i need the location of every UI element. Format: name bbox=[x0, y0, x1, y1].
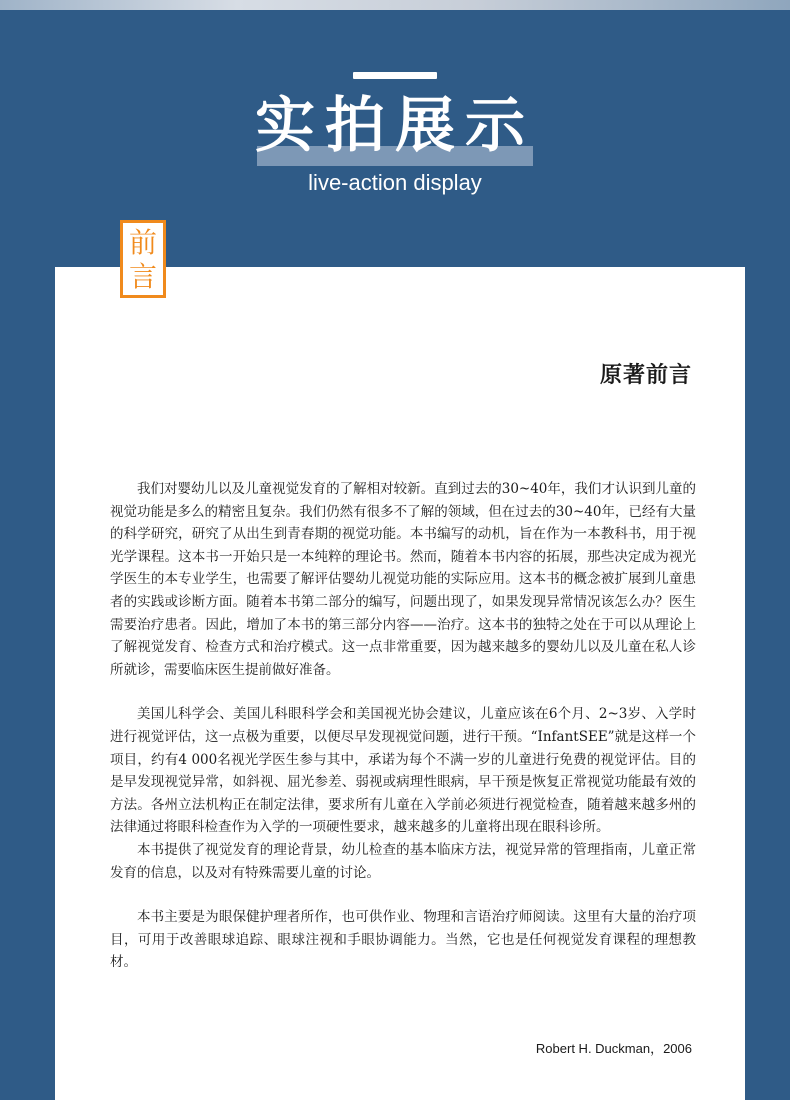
paragraph-gap bbox=[110, 884, 696, 906]
decorative-bar bbox=[353, 72, 437, 79]
section-tag bbox=[120, 220, 166, 298]
section-tag-char-2: 言 bbox=[128, 260, 157, 293]
paragraph-2: 美国儿科学会、美国儿科眼科学会和美国视光协会建议，儿童应该在6个月、2~3岁、入学时进行视觉评估，这一点极为重要，以便尽早发现视觉问题，进行干预。“InfantSEE”就是这样一个项目，约有4 000名视光学医生参与其中，承诺为每个不满一岁的儿童进行免费的视觉评估。目的是早发现视觉异常，如斜视、屈光参差、弱视或病理性眼病，早干预是恢复正常视觉功能最有效的方法。各州立法机构正在制定法律，要求所有儿童在入学前必须进行视觉检查，随着越来越多州的法律通过将眼科检查作为入学的一项硬性要求，越来越多的儿童将出现在眼科诊所。 bbox=[110, 706, 696, 836]
paragraph-4: 本书主要是为眼保健护理者所作，也可供作业、物理和言语治疗师阅读。这里有大量的治疗项目，可用于改善眼球追踪、眼球注视和手眼协调能力。当然，它也是任何视觉发育课程的理想教材。 bbox=[110, 909, 696, 971]
document-title: 原著前言 bbox=[599, 363, 692, 388]
page-subtitle: live-action display bbox=[308, 170, 482, 195]
document-body bbox=[110, 478, 696, 974]
top-photo-strip bbox=[0, 0, 790, 10]
paragraph-gap bbox=[110, 681, 696, 703]
signature: Robert H. Duckman，2006 bbox=[535, 1041, 692, 1056]
section-tag-char-1: 前 bbox=[128, 226, 157, 259]
page-title: 实拍展示 bbox=[255, 91, 535, 161]
paragraph-1: 我们对婴幼儿以及儿童视觉发育的了解相对较新。直到过去的30~40年，我们才认识到儿童的视觉功能是多么的精密且复杂。我们仍然有很多不了解的领域，但在过去的30~40年，已经有大量的科学研究，研究了从出生到青春期的视觉功能。本书编写的动机，旨在作为一本教科书，用于视光学课程。这本书一开始只是一本纯粹的理论书。然而，随着本书内容的拓展，那些决定成为视光学医生的本专业学生，也需要了解评估婴幼儿视觉功能的实际应用。这本书的概念被扩展到儿童患者的实践或诊断方面。随着本书第二部分的编写，问题出现了，如果发现异常情况该怎么办？医生需要治疗患者。因此，增加了本书的第三部分内容——治疗。这本书的独特之处在于可以从理论上了解视觉发育、检查方式和治疗模式。这一点非常重要，因为越来越多的婴幼儿以及儿童在私人诊所就诊，需要临床医生提前做好准备。 bbox=[110, 481, 696, 678]
paragraph-3: 本书提供了视觉发育的理论背景，幼儿检查的基本临床方法，视觉异常的管理指南，儿童正常发育的信息，以及对有特殊需要儿童的讨论。 bbox=[110, 841, 696, 881]
